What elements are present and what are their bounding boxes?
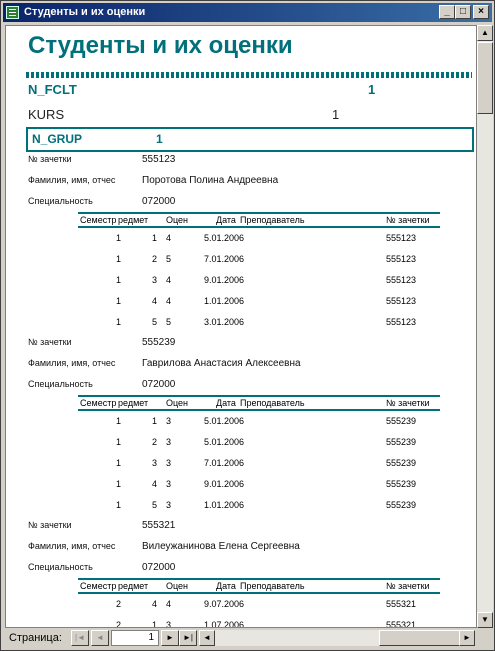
horizontal-scroll-thumb[interactable] <box>379 630 463 646</box>
grade-cell-semester: 1 <box>116 437 122 447</box>
grade-cell-subject: 1 <box>152 233 158 243</box>
vertical-scroll-thumb[interactable] <box>477 42 493 114</box>
column-header: Семестр <box>80 398 117 408</box>
full-name-value: Вилеужанинова Елена Сергеевна <box>142 541 300 552</box>
column-header: редмет <box>118 215 149 225</box>
grade-cell-subject: 5 <box>152 317 158 327</box>
kurs-value: 1 <box>332 107 340 122</box>
scroll-down-button[interactable]: ▼ <box>477 612 493 628</box>
grade-cell-grade: 5 <box>166 317 172 327</box>
grade-cell-record: 555239 <box>386 416 417 426</box>
full-name-label: Фамилия, имя, отчес <box>28 541 116 551</box>
page-label: Страница: <box>9 632 62 644</box>
grades-table-header <box>78 212 440 228</box>
specialty-value: 072000 <box>142 562 176 573</box>
column-header: Дата <box>216 398 236 408</box>
grade-cell-date: 5.01.2006 <box>204 437 245 447</box>
grade-cell-record: 555123 <box>386 254 417 264</box>
grade-cell-grade: 4 <box>166 599 172 609</box>
scroll-up-button[interactable]: ▲ <box>477 25 493 41</box>
grade-cell-semester: 1 <box>116 254 122 264</box>
report-content[interactable] <box>5 25 477 628</box>
column-header: Семестр <box>80 215 117 225</box>
fclt-label: N_FCLT <box>28 82 77 97</box>
grade-cell-subject: 4 <box>152 599 158 609</box>
record-book-label: № зачетки <box>28 520 72 530</box>
navigation-bar <box>5 628 493 648</box>
specialty-label: Специальность <box>28 562 93 572</box>
grade-row <box>78 249 440 270</box>
grade-cell-subject: 5 <box>152 500 158 510</box>
grade-cell-record: 555321 <box>386 599 417 609</box>
grade-cell-semester: 1 <box>116 458 122 468</box>
grade-row <box>78 432 440 453</box>
last-page-button[interactable]: ►| <box>179 630 197 646</box>
grade-cell-date: 7.01.2006 <box>204 254 245 264</box>
grade-row <box>78 228 440 249</box>
title-bar[interactable] <box>3 3 492 22</box>
grades-table <box>78 212 440 333</box>
full-name-label: Фамилия, имя, отчес <box>28 175 116 185</box>
grade-cell-grade: 3 <box>166 620 172 628</box>
grade-cell-date: 9.07.2006 <box>204 599 245 609</box>
full-name-label: Фамилия, имя, отчес <box>28 358 116 368</box>
grade-row <box>78 495 440 516</box>
column-header: Семестр <box>80 581 117 591</box>
grade-cell-semester: 1 <box>116 233 122 243</box>
column-header: Преподаватель <box>240 215 305 225</box>
grade-cell-date: 9.01.2006 <box>204 479 245 489</box>
specialty-value: 072000 <box>142 379 176 390</box>
grade-cell-semester: 1 <box>116 296 122 306</box>
grade-cell-subject: 4 <box>152 296 158 306</box>
window-title: Студенты и их оценки <box>24 6 146 18</box>
grade-cell-date: 9.01.2006 <box>204 275 245 285</box>
grade-cell-record: 555321 <box>386 620 417 628</box>
grade-cell-grade: 4 <box>166 275 172 285</box>
grade-cell-subject: 3 <box>152 275 158 285</box>
grades-table-header <box>78 395 440 411</box>
grade-cell-semester: 2 <box>116 599 122 609</box>
page-number-input[interactable]: 1 <box>111 630 159 646</box>
record-book-label: № зачетки <box>28 337 72 347</box>
grade-cell-subject: 1 <box>152 416 158 426</box>
prev-page-button[interactable]: ◄ <box>91 630 109 646</box>
grup-value: 1 <box>156 132 163 146</box>
grade-cell-grade: 3 <box>166 500 172 510</box>
column-header: Дата <box>216 215 236 225</box>
full-name-value: Гаврилова Анастасия Алексеевна <box>142 358 301 369</box>
header-divider <box>26 72 472 78</box>
grade-cell-subject: 2 <box>152 437 158 447</box>
grade-cell-semester: 1 <box>116 317 122 327</box>
grade-cell-semester: 1 <box>116 416 122 426</box>
scroll-left-button[interactable]: ◄ <box>199 630 215 646</box>
grade-cell-subject: 2 <box>152 254 158 264</box>
grade-cell-grade: 4 <box>166 233 172 243</box>
close-button[interactable]: × <box>473 5 489 19</box>
grade-cell-record: 555239 <box>386 458 417 468</box>
record-book-value: 555239 <box>142 337 176 348</box>
grades-table <box>78 578 440 628</box>
scroll-right-button[interactable]: ► <box>459 630 475 646</box>
grade-cell-date: 1.01.2006 <box>204 500 245 510</box>
column-header: редмет <box>118 398 149 408</box>
grade-row <box>78 312 440 333</box>
specialty-value: 072000 <box>142 196 176 207</box>
grades-table <box>78 395 440 516</box>
kurs-label: KURS <box>28 107 65 122</box>
column-header: Оцен <box>166 215 189 225</box>
grade-cell-record: 555239 <box>386 479 417 489</box>
grade-cell-grade: 3 <box>166 416 172 426</box>
grade-cell-date: 5.01.2006 <box>204 416 245 426</box>
grade-cell-semester: 1 <box>116 479 122 489</box>
grade-cell-subject: 4 <box>152 479 158 489</box>
grade-cell-subject: 3 <box>152 458 158 468</box>
next-page-button[interactable]: ► <box>161 630 179 646</box>
grade-row <box>78 411 440 432</box>
grade-cell-date: 5.01.2006 <box>204 233 245 243</box>
specialty-label: Специальность <box>28 196 93 206</box>
grade-cell-grade: 3 <box>166 479 172 489</box>
fclt-value: 1 <box>368 82 376 97</box>
grade-cell-grade: 5 <box>166 254 172 264</box>
grade-cell-record: 555123 <box>386 233 417 243</box>
grade-cell-grade: 3 <box>166 437 172 447</box>
horizontal-scrollbar[interactable] <box>199 630 475 646</box>
column-header: № зачетки <box>386 398 430 408</box>
grade-row <box>78 474 440 495</box>
column-header: № зачетки <box>386 215 430 225</box>
column-header: Оцен <box>166 398 189 408</box>
grade-row <box>78 270 440 291</box>
column-header: редмет <box>118 581 149 591</box>
grade-cell-subject: 1 <box>152 620 158 628</box>
grade-cell-record: 555123 <box>386 275 417 285</box>
column-header: № зачетки <box>386 581 430 591</box>
grade-cell-semester: 2 <box>116 620 122 628</box>
grade-row <box>78 594 440 615</box>
full-name-value: Поротова Полина Андреевна <box>142 175 279 186</box>
vertical-scrollbar[interactable] <box>477 25 493 628</box>
maximize-button[interactable]: □ <box>455 5 471 19</box>
specialty-label: Специальность <box>28 379 93 389</box>
report-icon <box>6 6 19 19</box>
column-header: Оцен <box>166 581 189 591</box>
grade-cell-record: 555123 <box>386 296 417 306</box>
grade-cell-date: 3.01.2006 <box>204 317 245 327</box>
record-book-value: 555123 <box>142 154 176 165</box>
grade-cell-record: 555239 <box>386 500 417 510</box>
grade-row <box>78 615 440 628</box>
grade-row <box>78 291 440 312</box>
report-title: Студенты и их оценки <box>28 32 293 59</box>
group-header <box>26 127 474 152</box>
first-page-button[interactable]: |◄ <box>71 630 89 646</box>
record-book-label: № зачетки <box>28 154 72 164</box>
column-header: Преподаватель <box>240 398 305 408</box>
column-header: Дата <box>216 581 236 591</box>
grade-cell-record: 555239 <box>386 437 417 447</box>
grade-cell-semester: 1 <box>116 275 122 285</box>
grades-table-header <box>78 578 440 594</box>
minimize-button[interactable]: _ <box>439 5 455 19</box>
grade-cell-record: 555123 <box>386 317 417 327</box>
grup-label: N_GRUP <box>32 132 83 146</box>
grade-row <box>78 453 440 474</box>
grade-cell-date: 1.07.2006 <box>204 620 245 628</box>
grade-cell-date: 1.01.2006 <box>204 296 245 306</box>
record-book-value: 555321 <box>142 520 176 531</box>
column-header: Преподаватель <box>240 581 305 591</box>
grade-cell-grade: 4 <box>166 296 172 306</box>
grade-cell-semester: 1 <box>116 500 122 510</box>
grade-cell-grade: 3 <box>166 458 172 468</box>
grade-cell-date: 7.01.2006 <box>204 458 245 468</box>
